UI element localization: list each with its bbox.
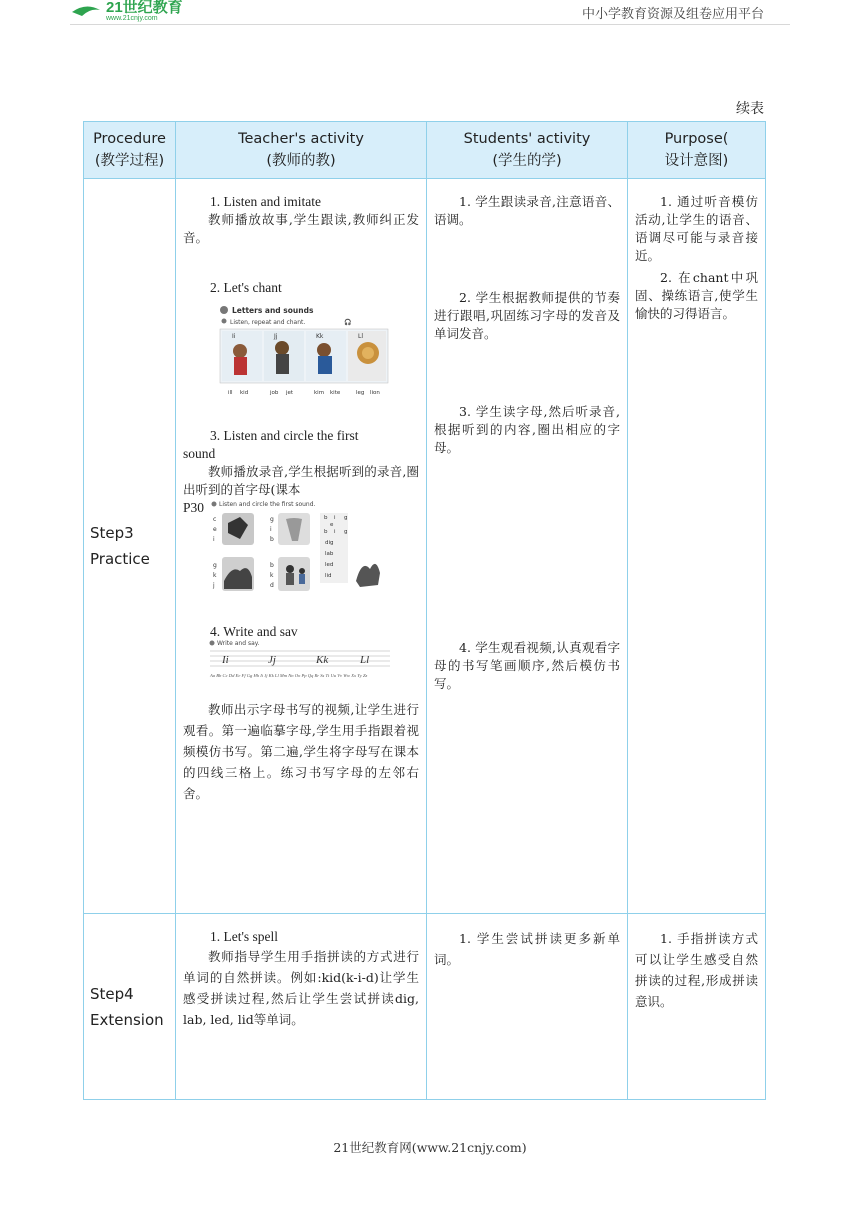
stack: i	[334, 515, 336, 521]
site-name: 中小学教育资源及组卷应用平台	[581, 7, 764, 22]
t3-4-title: 4. Write and sav	[210, 624, 298, 639]
step4-row	[84, 914, 766, 1100]
stack: b	[324, 515, 328, 521]
stack: i	[334, 529, 336, 535]
stack: e	[330, 522, 334, 528]
header-teacher: Teacher's activity (教师的教)	[176, 122, 427, 179]
chant-word: kid	[240, 390, 249, 396]
site-logo	[70, 0, 230, 22]
circle-heading: Listen and circle the first sound.	[219, 501, 316, 508]
s3-3: 3. 学生读字母,然后听录音,根据听到的内容,圈出相应的字母。	[434, 404, 620, 455]
header-purpose: Purpose( 设计意图)	[628, 122, 766, 179]
headphone-icon: 🎧	[344, 319, 352, 326]
logo-text: 21世纪教育	[106, 0, 183, 16]
chant-word: kim	[314, 390, 325, 396]
continued-label: 续表	[736, 101, 764, 117]
chant-sub: Listen, repeat and chant.	[230, 319, 306, 326]
chant-letter-j: Jj	[274, 333, 278, 340]
step3-teacher-activity	[176, 179, 427, 914]
chant-figure	[218, 303, 393, 398]
write-figure	[208, 639, 393, 681]
lesson-plan-table	[83, 121, 766, 1100]
step4-teacher-activity	[176, 914, 427, 1100]
opt: e	[213, 526, 217, 533]
step3-purpose	[628, 179, 766, 914]
t3-3-body-cut: P30	[183, 500, 205, 515]
t3-3-title-b: sound	[183, 446, 216, 461]
write-letter: Jj	[268, 654, 276, 666]
chant-word: kite	[330, 390, 341, 396]
s3-1: 1. 学生跟读录音,注意语音、语调。	[434, 194, 620, 227]
stack: g	[344, 515, 348, 521]
opt: k	[270, 572, 274, 579]
chant-letter-l: Ll	[358, 333, 364, 340]
opt: g	[213, 562, 217, 569]
chant-word: ill	[228, 390, 233, 396]
opt: k	[213, 572, 217, 579]
opt: d	[270, 582, 274, 589]
t3-1-body: 教师播放故事,学生跟读,教师纠正发音。	[183, 212, 419, 245]
write-heading: Write and say.	[217, 640, 260, 647]
chant-word: jet	[286, 390, 294, 396]
p3-1: 1. 通过听音模仿活动,让学生的语音、语调尽可能与录音接近。	[635, 194, 758, 263]
s3-2: 2. 学生根据教师提供的节奏进行跟唱,巩固练习字母的发音及单词发音。	[434, 290, 620, 341]
p3-2: 2. 在chant中巩固、操练语言,使学生愉快的习得语言。	[635, 270, 758, 321]
t3-1-title: 1. Listen and imitate	[210, 194, 321, 209]
write-letter: Ll	[360, 654, 370, 666]
step3-row	[84, 179, 766, 914]
s4-1: 1. 学生尝试拼读更多新单词。	[434, 931, 620, 967]
header-procedure: Procedure (教学过程)	[84, 122, 176, 179]
opt: i	[270, 526, 272, 533]
stack: dig	[325, 540, 334, 546]
stack: lid	[325, 573, 332, 579]
t3-3-body: 教师播放录音,学生根据听到的录音,圈出听到的首字母(课本	[183, 464, 419, 497]
chant-word: leg	[356, 390, 365, 396]
write-letter: Kk	[316, 654, 329, 666]
chant-word: job	[270, 390, 279, 396]
chant-letter-i: Ii	[232, 333, 236, 340]
t3-3-title-a: 3. Listen and circle the first	[210, 428, 359, 443]
t3-4-body: 教师出示字母书写的视频,让学生进行观看。第一遍临摹字母,学生用手指跟着视频模仿书写。第二遍,学生将字母写在课本的四线三格上。练习书写字母的左邻右舍。	[183, 702, 419, 801]
opt: c	[213, 516, 217, 523]
write-letter: Ii	[222, 654, 229, 666]
step3-procedure: Step3 Practice	[84, 179, 176, 914]
chant-heading: Letters and sounds	[232, 306, 314, 315]
t3-2-title: 2. Let's chant	[210, 280, 282, 295]
stack: b	[324, 529, 328, 535]
opt: g	[270, 516, 274, 523]
header-row	[84, 122, 766, 179]
step4-procedure: Step4 Extension	[84, 914, 176, 1100]
stack: g	[344, 529, 348, 535]
logo-url: www.21cnjy.com	[106, 15, 158, 22]
alphabet-strip: Aa Bb Cc Dd Ee Ff Gg Hh Ii Jj Kk Ll Mm Nn Oo Pp Qq Rr Ss Tt Uu Vv Ww Xx Yy Zz	[210, 673, 368, 678]
opt: i	[213, 536, 215, 543]
header-divider	[70, 24, 790, 25]
step3-students-activity	[427, 179, 628, 914]
step4-students-activity	[427, 914, 628, 1100]
logo-swoosh-icon	[72, 6, 100, 16]
stack: lab	[325, 551, 334, 557]
opt: b	[270, 536, 274, 543]
circle-figure	[210, 499, 390, 599]
t4-1-title: 1. Let's spell	[210, 929, 279, 944]
s3-4: 4. 学生观看视频,认真观看字母的书写笔画顺序,然后模仿书写。	[434, 640, 620, 691]
chant-letter-k: Kk	[316, 333, 324, 340]
page-footer: 21世纪教育网(www.21cnjy.com)	[333, 1140, 527, 1155]
stack: led	[325, 562, 334, 568]
opt: b	[270, 562, 274, 569]
header-students: Students' activity (学生的学)	[427, 122, 628, 179]
chant-word: lion	[370, 390, 380, 396]
p4-1: 1. 手指拼读方式可以让学生感受自然拼读的过程,形成拼读意识。	[635, 931, 758, 1009]
opt: j	[213, 582, 215, 589]
t4-1-body: 教师指导学生用手指拼读的方式进行单词的自然拼读。例如:kid(k-i-d)让学生感受拼读过程,然后让学生尝试拼读dig, lab, led, lid等单词。	[183, 949, 419, 1027]
step4-purpose	[628, 914, 766, 1100]
